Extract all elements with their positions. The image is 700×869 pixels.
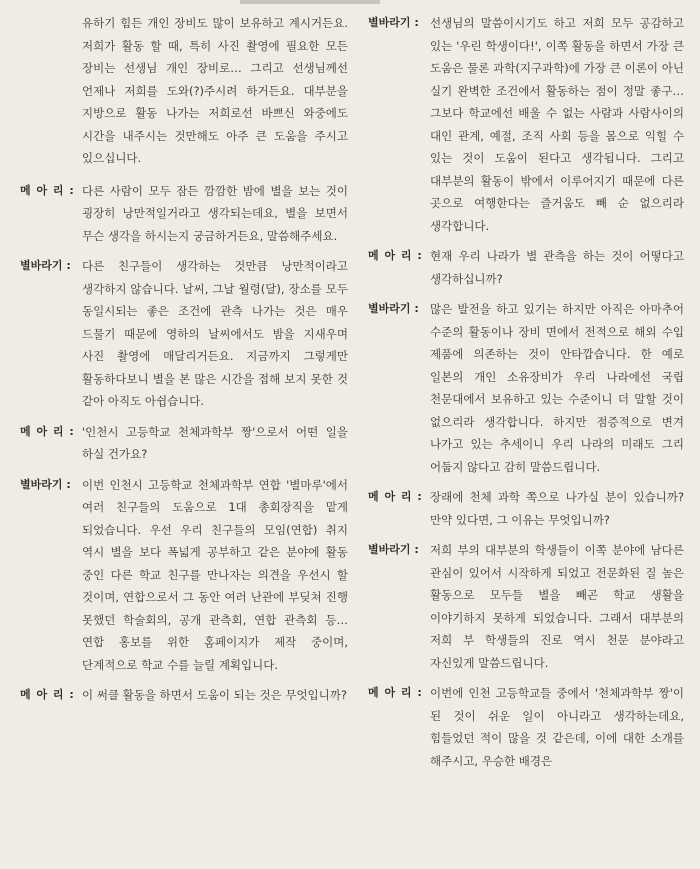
left-column (20, 12, 348, 715)
interview-entry (368, 245, 684, 290)
interview-entry (368, 486, 684, 531)
continuation-paragraph: 유하기 힘든 개인 장비도 많이 보유하고 계시거든요. 저희가 활동 할 때, 특히 사진 촬영에 필요한 모든 장비는 선생님 개인 장비로… 그리고 선생님께선 언제나 저희를 도와(?)주시려 하거든요. 대부분을 지방으로 활동 나가는 저희로선 바쁘신 와중에도 시간을 내주시는 것만해도 아주 큰 도움을 주시고 있으십니다. (82, 16, 348, 165)
interview-text: 이 써클 활동을 하면서 도움이 되는 것은 무엇입니까? (82, 688, 347, 702)
top-rule (240, 0, 380, 4)
speaker-label: 별바라기 : (368, 16, 419, 29)
interview-entry (368, 682, 684, 772)
interview-text: 다른 사람이 모두 잠든 깜깜한 밤에 별을 보는 것이 굉장히 낭만적일거라고 생각되는데요, 별을 보면서 무슨 생각을 하시는지 궁금하거든요, 말씀해주세요. (82, 183, 348, 243)
speaker-label: 별바라기 : (368, 543, 419, 556)
interview-text: 장래에 천체 과학 쪽으로 나가실 분이 있습니까? 만약 있다면, 그 이유는 무엇입니까? (430, 490, 684, 527)
speaker-label: 별바라기 : (368, 302, 419, 315)
interview-entry (20, 684, 348, 707)
interview-text: 다른 친구들이 생각하는 것만큼 낭만적이라고 생각하지 않습니다. 날씨, 그날 월령(달), 장소를 모두 동일시되는 좋은 조건에 관측 나가는 것은 매우 드물기 때문에 영하의 날씨에서도 밤을 지새우며 사진 촬영에 매달리거든요. 지금까지 그렇게만 활동하다보니 별을 본 많은 시간을 접해 보지 못한 것 같아 아직도 아쉽습니다. (82, 259, 348, 408)
speaker-label: 메 아 리 : (20, 424, 75, 438)
speaker-label: 별바라기 : (20, 259, 71, 272)
interview-text: 많은 발전을 하고 있기는 하지만 아직은 아마추어 수준의 활동이나 장비 면에서 전적으로 해외 수입 제품에 의존하는 것이 안타깝습니다. 한 예로 일본의 개인 소유장비가 우리 나라에선 국립 천문대에서 보유하고 있는 수준이니 더 말할 것이 없으리라 생각합니다. 하지만 점증적으로 변겨 나가고 있는 추세이니 우리 나라의 미래도 그리 어둡지 않다고 감히 말씀드립니다. (430, 302, 684, 474)
interview-entry (20, 180, 348, 248)
interview-entry (368, 12, 684, 237)
interview-text: 이번 인천시 고등학교 천체과학부 연합 '별마루'에서 여러 친구들의 도움으로 1대 총회장직을 맡게 되었습니다. 우선 우리 친구들의 모임(연합) 취지 역시 별을 보다 폭넓게 공부하고 같은 분야에 활동 중인 다른 학교 친구를 만나자는 의견을 우선시 할 것이며, 연합으로서 그 동안 여러 난관에 부딪쳐 진행 못했던 학술회의, 공개 관측회, 연합 관측회 등… 연합 홍보를 위한 홈페이지가 제작 중이며, 단계적으로 학교 수를 늘릴 계획입니다. (82, 477, 348, 672)
interview-text: 현재 우리 나라가 별 관측을 하는 것이 어떻다고 생각하십니까? (430, 249, 684, 286)
speaker-label: 별바라기 : (20, 477, 71, 491)
speaker-label: 메 아 리 : (368, 490, 423, 503)
interview-text: 저희 부의 대부분의 학생들이 이쪽 분야에 남다른 관심이 있어서 시작하게 되었고 전문화된 질 높은 활동으로 모두들 별을 빼곤 학교 생활을 이야기하지 못하게 되었습니다. 그래서 대부분의 저희 부 학생들의 진로 역시 천문 분야라고 자신있게 말씀드립니다. (430, 543, 684, 670)
interview-entry (20, 474, 348, 677)
interview-entry (368, 298, 684, 478)
interview-text: 선생님의 말씀이시기도 하고 저희 모두 공감하고 있는 '우린 학생이다!', 이쪽 활동을 하면서 가장 큰 도움은 물론 과학(지구과학)에 가장 큰 이론이 아닌 실기 완벽한 조건에서 활동하는 점이 정말 좋구… 그보다 학교에선 배울 수 없는 사람과 사람사이의 대인 관계, 예절, 조직 사회 등을 몸으로 익힐 수 있는 것이 도움이 된다고 생각됩니다. 그리고 대부분의 활동이 밖에서 이루어지기 때문에 다른 곳으로 여행한다는 즐거움도 빼 순 없으리라 생각합니다. (430, 16, 684, 233)
interview-text: '인천시 고등학교 천체과학부 짱'으로서 어떤 일을 하실 건가요? (82, 424, 348, 461)
speaker-label: 메 아 리 : (368, 686, 423, 699)
interview-entry (20, 255, 348, 413)
interview-text: 이번에 인천 고등학교들 중에서 '천체과학부 짱'이 된 것이 쉬운 일이 아니라고 생각하는데요, 힘들었던 적이 많을 것 같은데, 이에 대한 소개를 해주시고, 우승한 배경은 (430, 686, 684, 768)
interview-entry (20, 421, 348, 466)
interview-entry (368, 539, 684, 674)
speaker-label: 메 아 리 : (20, 688, 75, 701)
right-column (368, 12, 684, 780)
speaker-label: 메 아 리 : (368, 249, 423, 262)
speaker-label: 메 아 리 : (20, 183, 75, 197)
